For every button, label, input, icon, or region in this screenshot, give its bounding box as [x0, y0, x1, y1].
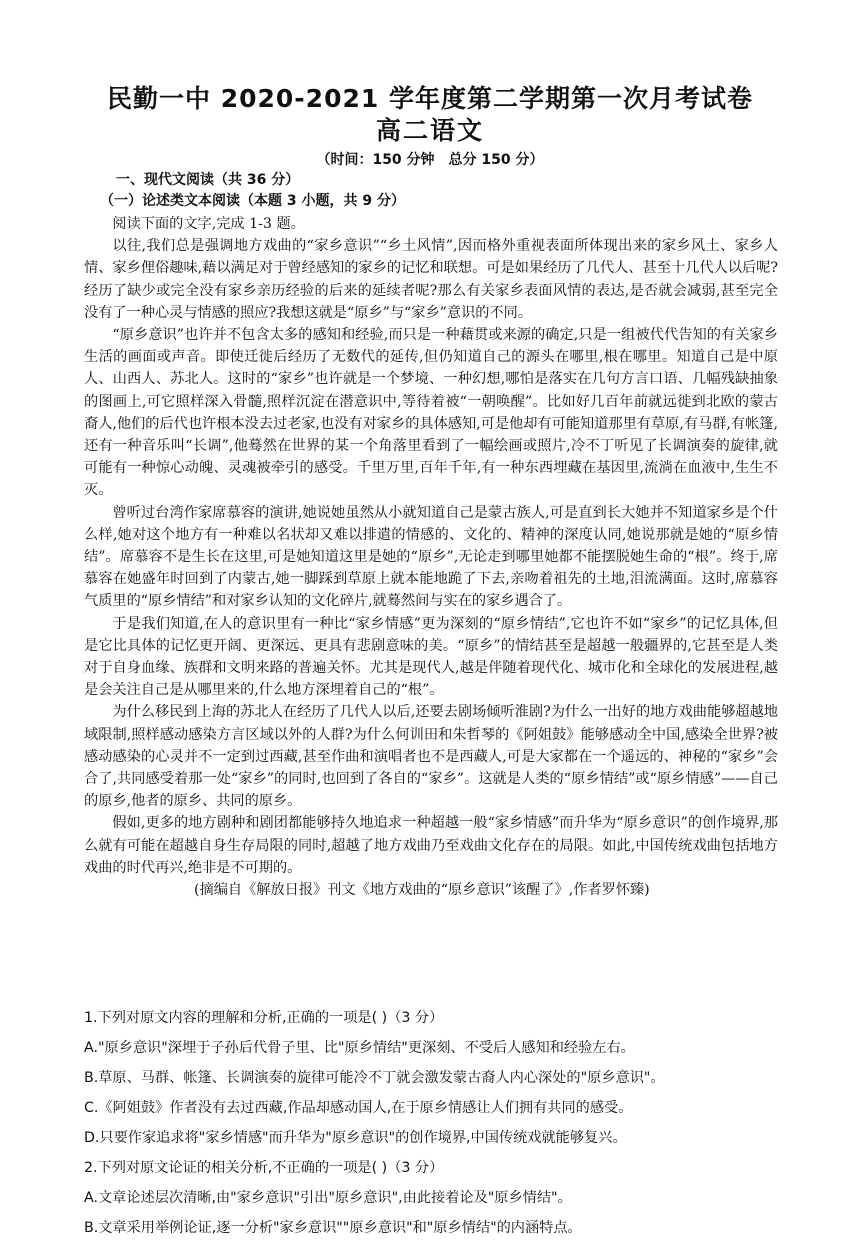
passage-paragraph-4: 于是我们知道,在人的意识里有一种比“家乡情感”更为深刻的“原乡情结”,它也许不如“家乡”的记忆具体,但是它比具体的记忆更开阔、更深远、更具有悲剧意味的美。“原乡”的情结甚至是超越一般疆界的,它甚至是人类对于自身血缘、族群和文明来路的普遍关怀。尤其是现代人,越是伴随着现代化、城市化和全球化的发展进程,越是会关注自己是从哪里来的,什么地方深埋着自己的“根”。	[84, 615, 778, 699]
passage-paragraph-6: 假如,更多的地方剧种和剧团都能够持久地追求一种超越一般“家乡情感”而升华为“原乡意识”的创作境界,那么就有可能在超越自身生存局限的同时,超越了地方戏曲乃至戏曲文化存在的局限。如此,中国传统戏曲包括地方戏曲的时代再兴,绝非是不可期的。	[84, 815, 778, 876]
exam-subject: 高二语文	[375, 116, 484, 145]
passage-paragraph-1: 以往,我们总是强调地方戏曲的“家乡意识”“乡土风情”,因而格外重视表面所体现出来的家乡风土、家乡人情、家乡俚俗趣味,藉以满足对于曾经感知的家乡的记忆和联想。可是如果经历了几代人、甚至十几代人以后呢?经历了缺少或完全没有家乡亲历经验的后来的延续者呢?那么有关家乡表面风情的表达,是否就会减弱,甚至完全没有了一种心灵与情感的照应?我想这就是“原乡”与“家乡”意识的不同。	[84, 238, 778, 321]
question-1-option-b: B.草原、马群、帐篷、长调演奏的旋律可能冷不丁就会激发蒙古裔人内心深处的"原乡意识"。	[84, 1070, 665, 1086]
question-1-option-a: A."原乡意识"深埋于子孙后代骨子里、比"原乡情结"更深刻、不受后人感知和经验左右。	[84, 1040, 635, 1056]
question-1-option-c: C.《阿姐鼓》作者没有去过西藏,作品却感动国人,在于原乡情感让人们拥有共同的感受。	[84, 1100, 633, 1116]
passage-paragraph-5: 为什么移民到上海的苏北人在经历了几代人以后,还要去剧场倾听淮剧?为什么一出好的地方戏曲能够超越地域限制,照样感动感染方言区域以外的人群?为什么何训田和朱哲琴的《阿姐鼓》能够感动全中国,感染全世界?被感动感染的心灵并不一定到过西藏,甚至作曲和演唱者也不是西藏人,可是大家都在一个遥远的、神秘的“家乡”会合了,共同感受着那一处“家乡”的同时,也回到了各自的“家乡”。这就是人类的“原乡情结”或“原乡情感”——自己的原乡,他者的原乡、共同的原乡。	[84, 704, 778, 810]
section-heading-modern-reading: 一、现代文阅读（共 36 分）	[116, 172, 300, 188]
passage-instruction: 阅读下面的文字,完成 1-3 题。	[112, 216, 305, 232]
question-1-option-d: D.只要作家追求将"家乡情感"而升华为"原乡意识"的创作境界,中国传统戏就能够复兴。	[84, 1130, 627, 1146]
passage-paragraph-2: “原乡意识”也许并不包含太多的感知和经验,而只是一种藉贯或来源的确定,只是一组被代代告知的有关家乡生活的画面或声音。即使迁徙后经历了无数代的延传,但仍知道自己的源头在哪里,根在哪里。知道自己是中原人、山西人、苏北人。这时的“家乡”也许就是一个梦境、一种幻想,哪怕是落实在几句方言口语、几幅残缺抽象的图画上,可它照样深入骨髓,照样沉淀在潜意识中,等待着被“一朝唤醒”。比如好几百年前就远徙到北欧的蒙古裔人,他们的后代也许根本没去过老家,也没有对家乡的具体感知,可是他却有可能知道那里有草原,有马群,有帐篷,还有一种音乐叫“长调”,他蓦然在世界的某一个角落里看到了一幅绘画或照片,冷不丁听见了长调演奏的旋律,就可能有一种惊心动魄、灵魂被牵引的感受。千里万里,百年千年,有一种东西埋藏在基因里,流淌在血液中,生生不灭。	[84, 327, 778, 499]
exam-title: 民勤一中 2020-2021 学年度第二学期第一次月考试卷	[107, 84, 753, 113]
question-2-option-a: A.文章论述层次清晰,由"家乡意识"引出"原乡意识",由此接着论及"原乡情结"。	[84, 1190, 572, 1206]
passage-paragraph-3: 曾听过台湾作家席慕容的演讲,她说她虽然从小就知道自己是蒙古族人,可是直到长大她并不知道家乡是个什么样,她对这个地方有一种难以名状却又难以排遣的情感的、文化的、精神的深度认同,她说那就是她的“原乡情结”。席慕容不是生长在这里,可是她知道这里是她的“原乡”,无论走到哪里她都不能摆脱她生命的“根”。终于,席慕容在她盛年时回到了内蒙古,她一脚踩到草原上就本能地跪了下去,亲吻着祖先的土地,泪流满面。这时,席慕容气质里的“原乡情结”和对家乡认知的文化碎片,就蓦然间与实在的家乡遇合了。	[84, 504, 778, 610]
passage-source: (摘编自《解放日报》刊文《地方戏曲的“原乡意识”该醒了》,作者罗怀臻)	[194, 882, 650, 899]
exam-time-score: （时间：150 分钟 总分 150 分）	[316, 152, 544, 168]
question-list	[84, 1003, 778, 1243]
question-2-stem: 2.下列对原文论证的相关分析,不正确的一项是( )（3 分）	[84, 1160, 444, 1176]
question-1-stem: 1.下列对原文内容的理解和分析,正确的一项是( )（3 分）	[84, 1010, 444, 1026]
reading-passage	[84, 213, 778, 901]
subsection-heading-argumentative: （一）论述类文本阅读（本题 3 小题，共 9 分）	[100, 193, 405, 209]
question-2-option-b: B.文章采用举例论证,逐一分析"家乡意识""原乡意识"和"原乡情结"的内涵特点。	[84, 1220, 582, 1236]
